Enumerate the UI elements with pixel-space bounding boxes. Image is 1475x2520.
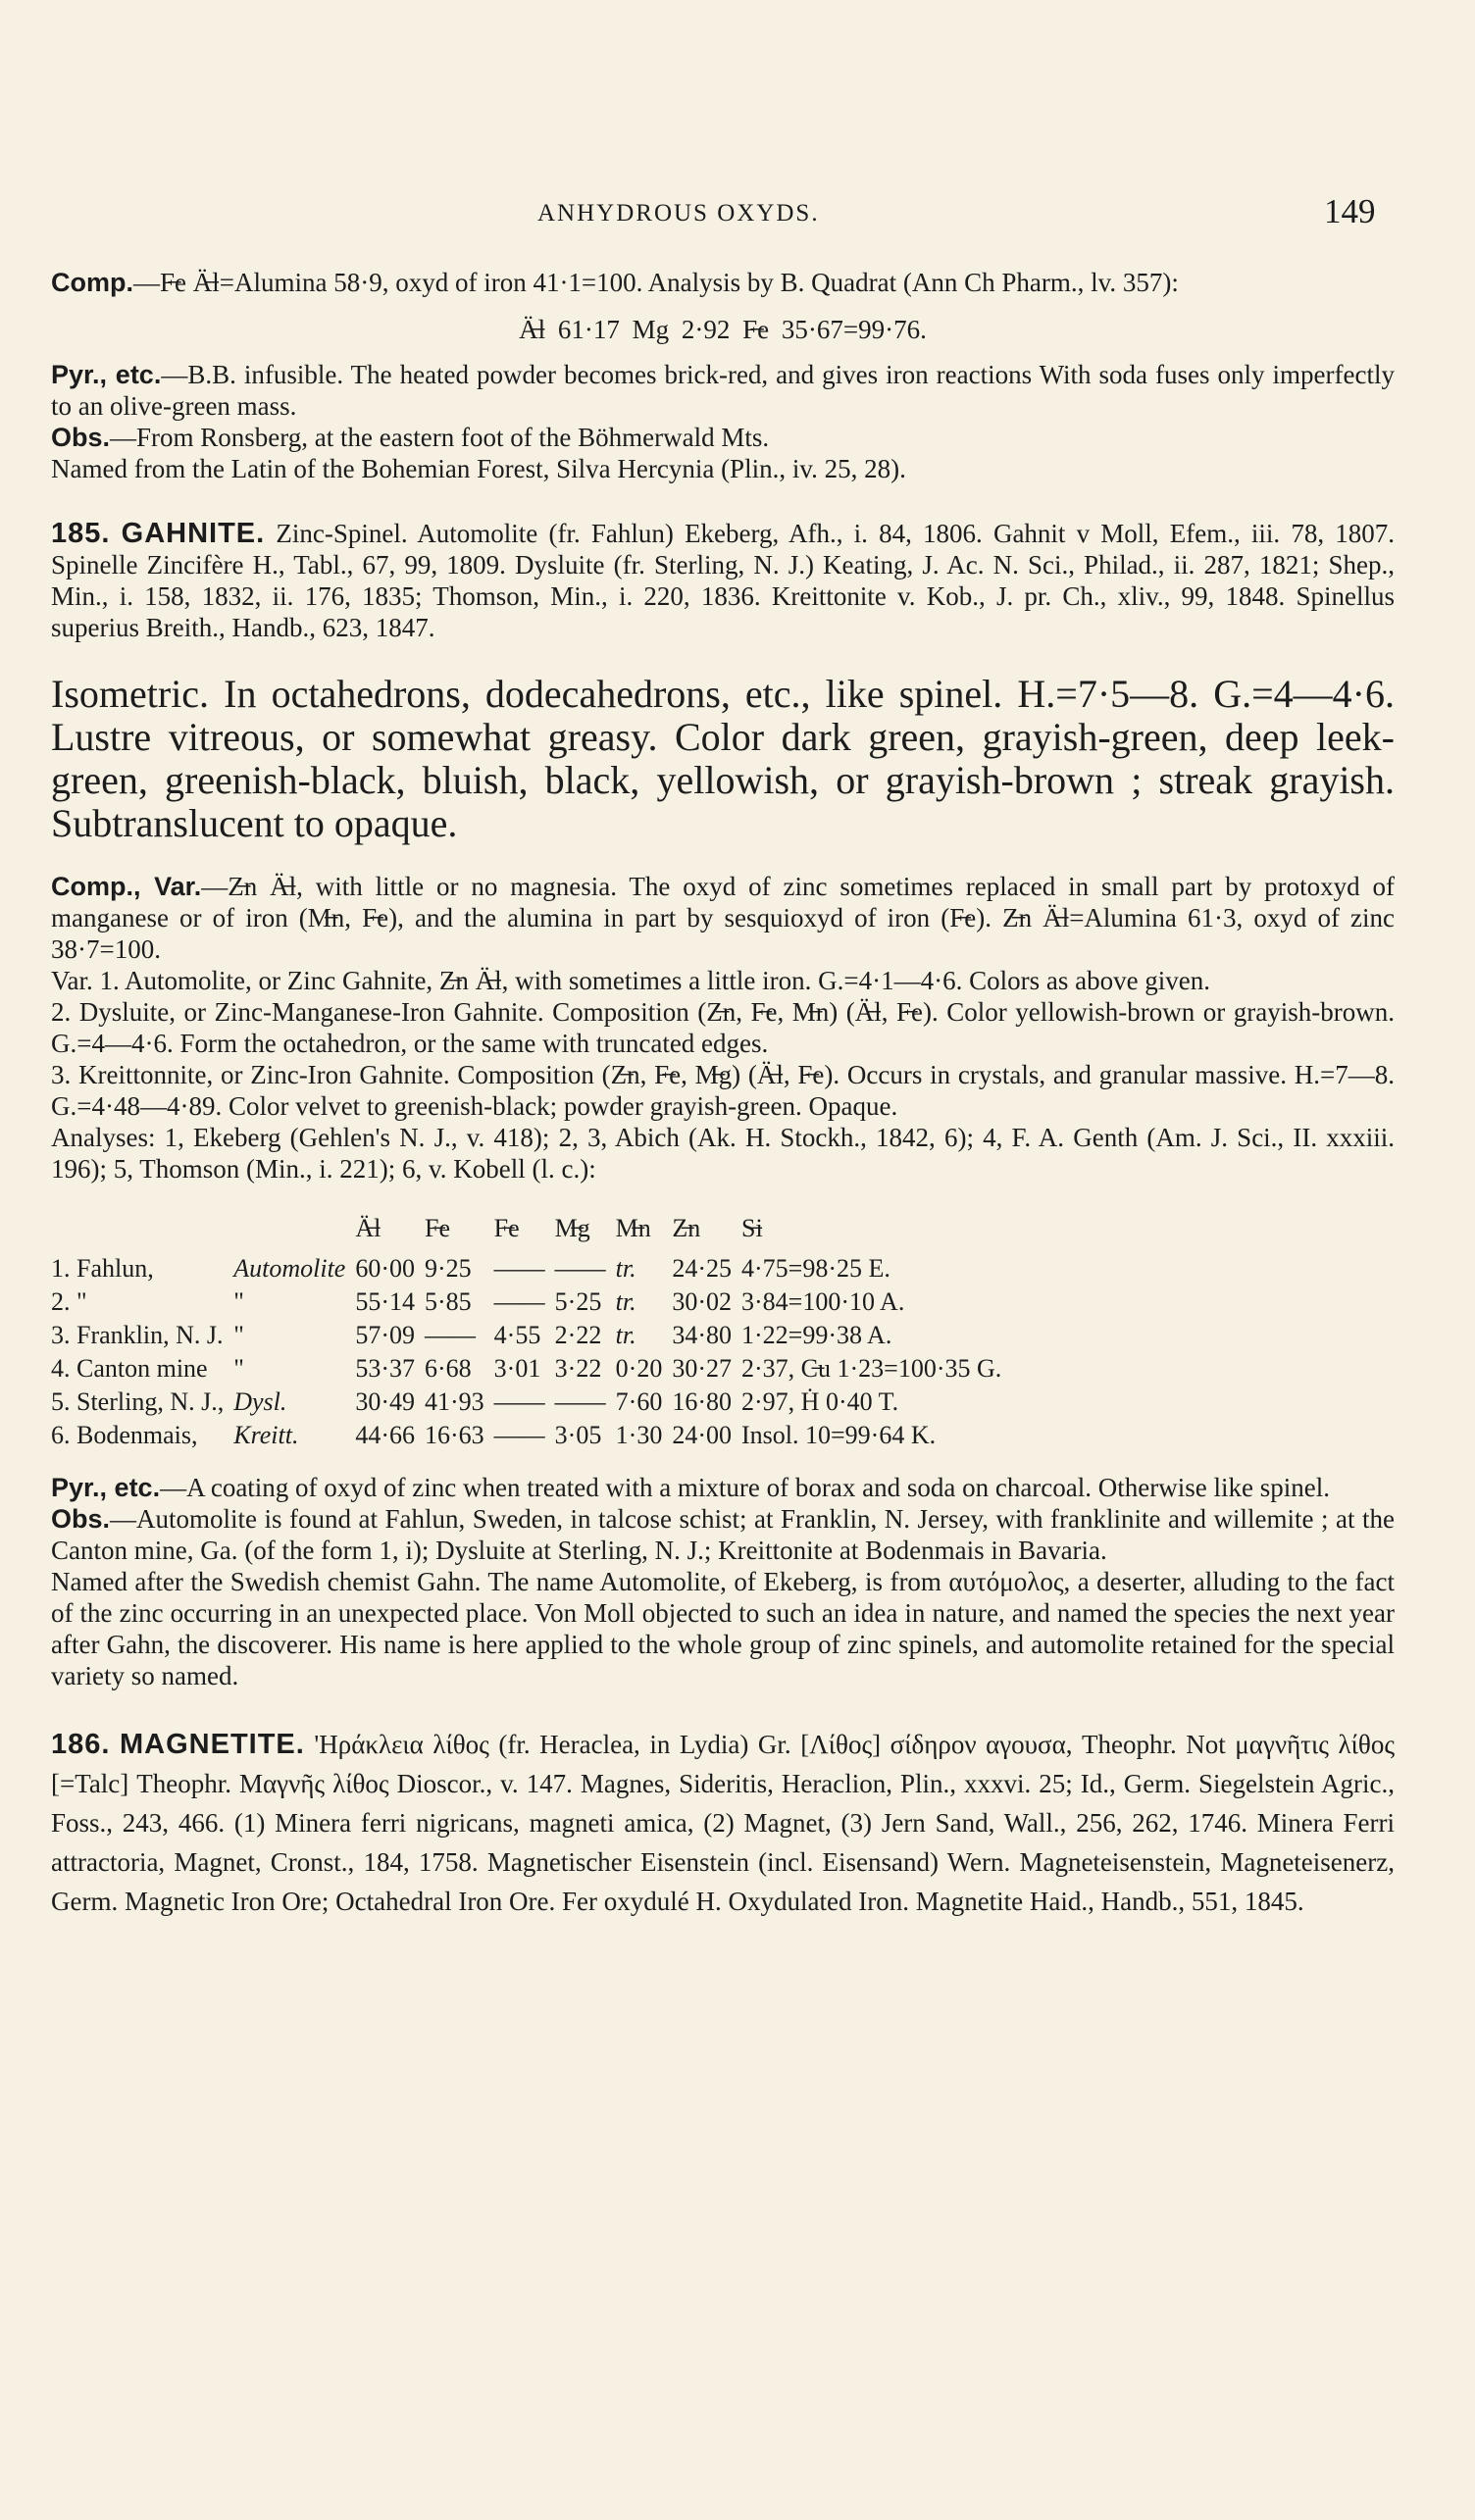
table-cell: tr. xyxy=(615,1287,636,1316)
col-header xyxy=(51,1212,233,1252)
table-row xyxy=(51,1386,1011,1419)
gahnite-comp-text: —Z̶n Ä̶l, with little or no magnesia. The oxyd of zinc sometimes replaced in small part by protoxyd of manganese or of iron (M̶n, F̶e), and the alumina in part by sesquioxyd of iron (F̶e). Z̶n Ä̶l=Alumina 61·3, oxyd of zinc 38·7=100. xyxy=(51,872,1395,964)
table-cell: 6. Bodenmais, xyxy=(51,1421,198,1449)
table-cell: tr. xyxy=(615,1254,636,1283)
table-cell: 3·01 xyxy=(493,1354,541,1383)
table-cell: 6·68 xyxy=(425,1354,472,1383)
table-cell: 2·22 xyxy=(554,1321,602,1349)
table-cell: —— xyxy=(493,1287,545,1316)
page-number: 149 xyxy=(1324,192,1376,230)
obs-text: —From Ronsberg, at the eastern foot of the Böhmerwald Mts. xyxy=(110,423,770,452)
analyses-intro: Analyses: 1, Ekeberg (Gehlen's N. J., v. 418); 2, 3, Abich (Ak. H. Stockh., 1842, 6); 4, F. A. Genth (Am. J. Sci., II. xxxiii. 196); 5, Thomson (Min., i. 221); 6, v. Kobell (l. c.): xyxy=(51,1123,1395,1184)
table-cell: 41·93 xyxy=(425,1387,484,1416)
table-cell: " xyxy=(233,1321,244,1349)
gahnite-pyr-text: —A coating of oxyd of zinc when treated with a mixture of borax and soda on charcoal. Otherwise like spinel. xyxy=(160,1473,1330,1502)
col-header: S̶i xyxy=(741,1214,763,1242)
table-cell: 0·20 xyxy=(615,1354,663,1383)
gahnite-synonymy-text: Zinc-Spinel. Automolite (fr. Fahlun) Ekeberg, Afh., i. 84, 1806. Gahnit v Moll, Efem., iii. 78, 1807. Spinelle Zincifère H., Tabl., 67, 99, 1809. Dysluite (fr. Sterling, N. J.) Keating, J. Ac. N. Sci., Philad., ii. 287, 1821; Shep., Min., i. 158, 1832, ii. 176, 1835; Thomson, Min., i. 220, 1836. Kreittonite v. Kob., J. pr. Ch., xliv., 99, 1848. Spinellus superius Breith., Handb., 623, 1847. xyxy=(51,519,1396,642)
table-cell: 1. Fahlun, xyxy=(51,1254,154,1283)
table-cell: 4·55 xyxy=(493,1321,541,1349)
gahnite-named: Named after the Swedish chemist Gahn. The name Automolite, of Ekeberg, is from αυτόμολος, a deserter, alluding to the fact of the zinc occurring in an unexpected place. Von Moll objected to such an idea in nature, and named the species the next year after Gahn, the discoverer. His name is here applied to the whole group of zinc spinels, and automolite retained for the special variety so named. xyxy=(51,1567,1395,1690)
pyr-label: Pyr., etc. xyxy=(51,360,162,389)
table-row xyxy=(51,1319,1011,1352)
table-cell: 9·25 xyxy=(425,1254,472,1283)
table-cell: 1·22=99·38 A. xyxy=(741,1321,892,1349)
gahnite-comp xyxy=(51,871,1395,965)
table-cell: Kreitt. xyxy=(233,1421,299,1449)
table-cell: 16·80 xyxy=(672,1387,733,1416)
table-cell: —— xyxy=(554,1254,606,1283)
table-cell: 2·97, Ḣ 0·40 T. xyxy=(741,1387,899,1416)
table-cell: 60·00 xyxy=(355,1254,415,1283)
gahnite-obs xyxy=(51,1503,1395,1566)
table-cell: 53·37 xyxy=(355,1354,415,1383)
magnetite-number: 186. xyxy=(51,1729,111,1760)
gahnite-pyr-label: Pyr., etc. xyxy=(51,1473,161,1502)
table-cell: 24·00 xyxy=(672,1421,733,1449)
gahnite-pyr xyxy=(51,1472,1395,1503)
running-head: ANHYDROUS OXYDS. xyxy=(537,200,820,227)
table-cell: Insol. 10=99·64 K. xyxy=(741,1421,937,1449)
magnetite-title: MAGNETITE. xyxy=(120,1729,305,1760)
col-header: Z̶n xyxy=(672,1214,701,1242)
table-cell: Dysl. xyxy=(233,1387,287,1416)
table-cell: 24·25 xyxy=(672,1254,733,1283)
table-cell: Automolite xyxy=(233,1254,346,1283)
table-cell: 2·37, C̶u 1·23=100·35 G. xyxy=(741,1354,1002,1383)
quadrat-analysis: Ä̶l 61·17 Mg 2·92 F̶e 35·67=99·76. xyxy=(519,315,927,344)
gahnite-synonymy xyxy=(51,518,1395,643)
table-cell: 30·49 xyxy=(355,1387,415,1416)
table-cell: 4. Canton mine xyxy=(51,1354,208,1383)
table-cell: " xyxy=(233,1354,244,1383)
named-paragraph: Named from the Latin of the Bohemian Forest, Silva Hercynia (Plin., iv. 25, 28). xyxy=(51,454,906,483)
page-body xyxy=(51,267,1395,1921)
table-cell: 5·25 xyxy=(554,1287,602,1316)
table-row xyxy=(51,1285,1011,1319)
table-cell: 5. Sterling, N. J., xyxy=(51,1387,225,1416)
col-header: Ä̶l xyxy=(355,1214,381,1242)
col-header: F̶e xyxy=(425,1214,450,1242)
pyr-paragraph xyxy=(51,359,1395,422)
gahnite-title: GAHNITE. xyxy=(121,518,266,549)
table-row xyxy=(51,1419,1011,1452)
table-cell: 4·75=98·25 E. xyxy=(741,1254,890,1283)
col-header xyxy=(233,1212,355,1252)
table-cell: 3·22 xyxy=(554,1354,602,1383)
table-row xyxy=(51,1252,1011,1285)
table-cell: —— xyxy=(554,1387,606,1416)
table-cell: 3·84=100·10 A. xyxy=(741,1287,905,1316)
col-header: M̶g xyxy=(554,1214,590,1242)
table-cell: —— xyxy=(493,1254,545,1283)
gahnite-obs-text: —Automolite is found at Fahlun, Sweden, in talcose schist; at Franklin, N. Jersey, with franklinite and willemite ; at the Canton mine, Ga. (of the form 1, i); Dysluite at Sterling, N. J.; Kreittonite at Bodenmais in Bavaria. xyxy=(51,1504,1395,1565)
gahnite-number: 185. xyxy=(51,518,111,549)
magnetite-synonymy xyxy=(51,1725,1395,1921)
obs-paragraph xyxy=(51,422,1395,453)
col-header: F̶e xyxy=(493,1214,520,1242)
table-cell: 30·27 xyxy=(672,1354,733,1383)
table-cell: 2. " xyxy=(51,1287,87,1316)
table-cell: 44·66 xyxy=(355,1421,415,1449)
table-cell: 3. Franklin, N. J. xyxy=(51,1321,224,1349)
comp-paragraph xyxy=(51,267,1395,298)
comp-label: Comp. xyxy=(51,268,133,297)
magnetite-synonymy-text: 'Ηράκλεια λίθος (fr. Heraclea, in Lydia) Gr. [Λίθος] σίδηρον αγουσα, Theophr. Not μαγνῆτις λίθος [=Talc] Theophr. Μαγνῆς λίθος Dioscor., v. 147. Magnes, Sideritis, Heraclion, Plin., xxxvi. 25; Id., Germ. Siegelstein Agric., Foss., 243, 466. (1) Minera ferri nigricans, magneti amica, (2) Magnet, (3) Jern Sand, Wall., 256, 262, 1746. Minera Ferri attractoria, Magnet, Cronst., 184, 1758. Magnetischer Eisenstein (incl. Eisensand) Wern. Magneteisenstein, Magneteisenerz, Germ. Magnetic Iron Ore; Octahedral Iron Ore. Fer oxydulé H. Oxydulated Iron. Magnetite Haid., Handb., 551, 1845. xyxy=(51,1730,1396,1916)
table-cell: 7·60 xyxy=(615,1387,663,1416)
table-cell: —— xyxy=(493,1421,545,1449)
table-cell: tr. xyxy=(615,1321,636,1349)
col-header: M̶n xyxy=(615,1214,651,1242)
table-cell: —— xyxy=(425,1321,476,1349)
table-cell: 57·09 xyxy=(355,1321,415,1349)
variety-1: Var. 1. Automolite, or Zinc Gahnite, Z̶n Ä̶l, with sometimes a little iron. G.=4·1—4·6. Colors as above given. xyxy=(51,966,1211,995)
variety-2: 2. Dysluite, or Zinc-Manganese-Iron Gahnite. Composition (Z̶n, F̶e, M̶n) (Ä̶l, F̶e). Color yellowish-brown or grayish-brown. G.=4—4·6. Form the octahedron, or the same with truncated edges. xyxy=(51,997,1395,1058)
table-cell: 3·05 xyxy=(554,1421,602,1449)
table-cell: " xyxy=(233,1287,244,1316)
table-cell: 55·14 xyxy=(355,1287,415,1316)
table-cell: 30·02 xyxy=(672,1287,733,1316)
gahnite-comp-label: Comp., Var. xyxy=(51,872,202,901)
obs-label: Obs. xyxy=(51,423,111,452)
table-cell: —— xyxy=(493,1387,545,1416)
pyr-text: —B.B. infusible. The heated powder becomes brick-red, and gives iron reactions With soda fuses only imperfectly to an olive-green mass. xyxy=(51,360,1395,421)
table-cell: 34·80 xyxy=(672,1321,733,1349)
table-row xyxy=(51,1352,1011,1386)
analyses-header-row xyxy=(51,1212,1011,1252)
comp-text: —F̶e Ä̶l=Alumina 58·9, oxyd of iron 41·1=100. Analysis by B. Quadrat (Ann Ch Pharm., lv. 357): xyxy=(133,268,1179,297)
gahnite-obs-label: Obs. xyxy=(51,1504,111,1534)
table-cell: 5·85 xyxy=(425,1287,472,1316)
variety-3: 3. Kreittonnite, or Zinc-Iron Gahnite. Composition (Z̶n, F̶e, M̶g) (Ä̶l, F̶e). Occurs in crystals, and granular massive. H.=7—8. G.=4·48—4·89. Color velvet to greenish-black; powder grayish-green. Opaque. xyxy=(51,1060,1395,1121)
analyses-table xyxy=(51,1212,1011,1452)
table-cell: 1·30 xyxy=(615,1421,663,1449)
gahnite-description: Isometric. In octahedrons, dodecahedrons, etc., like spinel. H.=7·5—8. G.=4—4·6. Lustre vitreous, or somewhat greasy. Color dark green, grayish-green, deep leek-green, greenish-black, bluish, black, yellowish, or grayish-brown ; streak grayish. Subtranslucent to opaque. xyxy=(51,672,1395,845)
table-cell: 16·63 xyxy=(425,1421,484,1449)
page-header xyxy=(0,192,1475,231)
